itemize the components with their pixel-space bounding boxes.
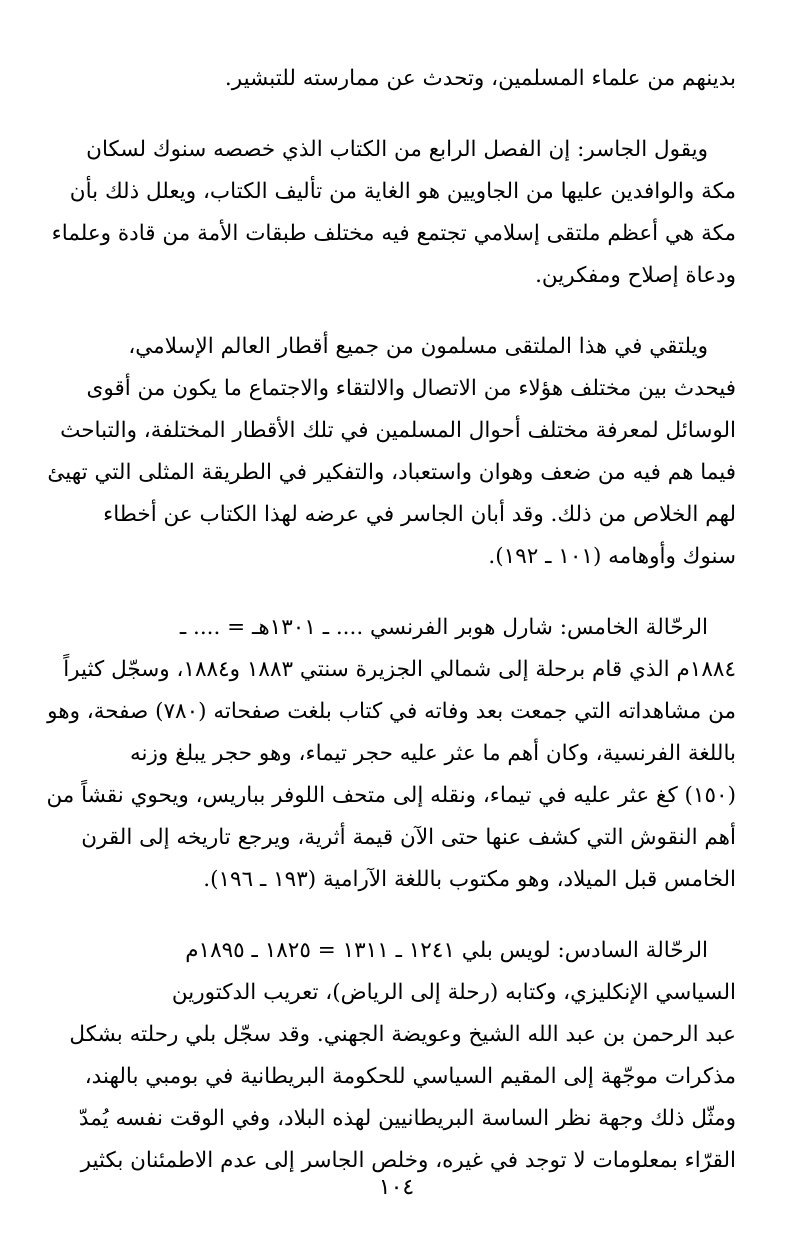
text-line: مكة والوافدين عليها من الجاويين هو الغاية من تأليف الكتاب، ويعلل ذلك بأن	[69, 179, 736, 204]
paragraph-gap	[60, 297, 736, 326]
text-line: ومثّل ذلك وجهة نظر الساسة البريطانيين لهذه البلاد، وفي الوقت نفسه يُمدّ	[78, 1106, 736, 1131]
text-line: القرّاء بمعلومات لا توجد في غيره، وخلص الجاسر إلى عدم الاطمئنان بكثير	[80, 1148, 736, 1173]
text-line: باللغة الفرنسية، وكان أهم ما عثر عليه حجر تيماء، وهو حجر يبلغ وزنه	[130, 741, 736, 766]
text-line: ودعاة إصلاح ومفكرين.	[535, 263, 736, 288]
text-line: فيحدث بين مختلف هؤلاء من الاتصال والالتقاء والاجتماع ما يكون من أقوى	[86, 376, 736, 401]
paragraph-gap	[60, 901, 736, 930]
text-line: مذكرات موجّهة إلى المقيم السياسي للحكومة البريطانية في بومبي بالهند،	[84, 1064, 736, 1089]
text-line: فيما هم فيه من ضعف وهوان واستعباد، والتفكير في الطريقة المثلى التي تهيئ	[47, 460, 736, 485]
text-line: ويلتقي في هذا الملتقى مسلمون من جميع أقطار العالم الإسلامي،	[128, 334, 708, 359]
text-line: أهم النقوش التي كشف عنها حتى الآن قيمة أثرية، ويرجع تاريخه إلى القرن	[81, 825, 736, 850]
text-line: (١٥٠) كغ عثر عليه في تيماء، ونقله إلى متحف اللوفر بباريس، ويحوي نقشاً من	[46, 783, 736, 808]
page-body	[46, 58, 736, 1182]
text-line: ويقول الجاسر: إن الفصل الرابع من الكتاب الذي خصصه سنوك لسكان	[86, 137, 708, 162]
paragraph	[60, 58, 736, 100]
text-line: مكة هي أعظم ملتقى إسلامي تجتمع فيه مختلف طبقات الأمة من قادة وعلماء	[51, 221, 736, 246]
text-line: ١٨٨٤م الذي قام برحلة إلى شمالي الجزيرة سنتي ١٨٨٣ و١٨٨٤، وسجّل كثيراً	[63, 657, 736, 682]
text-line: الخامس قبل الميلاد، وهو مكتوب باللغة الآرامية (١٩٣ ـ ١٩٦).	[203, 867, 736, 892]
text-line: الوسائل لمعرفة مختلف أحوال المسلمين في تلك الأقطار المختلفة، والتباحث	[60, 418, 736, 443]
paragraph-gap	[60, 578, 736, 607]
page-number: ١٠٤	[378, 1175, 415, 1200]
paragraph	[47, 326, 736, 578]
paragraph	[60, 930, 736, 1182]
text-line: الرحّالة السادس: لويس بلي ١٢٤١ ـ ١٣١١ = ١٨٢٥ ـ ١٨٩٥م	[185, 938, 708, 963]
text-line: لهم الخلاص من ذلك. وقد أبان الجاسر في عرضه لهذا الكتاب عن أخطاء	[103, 502, 736, 527]
text-line: السياسي الإنكليزي، وكتابه (رحلة إلى الرياض)، تعريب الدكتورين	[171, 980, 736, 1005]
text-line: بدينهم من علماء المسلمين، وتحدث عن ممارسته للتبشير.	[224, 66, 736, 91]
paragraph	[46, 607, 736, 901]
text-line: الرحّالة الخامس: شارل هوبر الفرنسي .... ـ ١٣٠١هـ = .... ـ	[179, 615, 708, 640]
text-line: سنوك وأوهامه (١٠١ ـ ١٩٢).	[488, 544, 736, 569]
paragraph-gap	[60, 100, 736, 129]
text-line: من مشاهداته التي جمعت بعد وفاته في كتاب بلغت صفحاته (٧٨٠) صفحة، وهو	[47, 699, 736, 724]
paragraph	[51, 129, 736, 297]
text-line: عبد الرحمن بن عبد الله الشيخ وعويضة الجهني. وقد سجّل بلي رحلته بشكل	[69, 1022, 736, 1047]
